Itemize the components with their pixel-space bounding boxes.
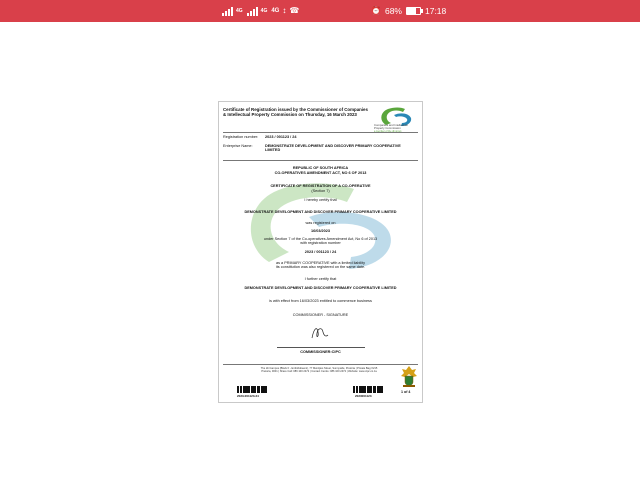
republic-heading: REPUBLIC OF SOUTH AFRICA <box>292 166 349 170</box>
registration-label: Registration number: <box>223 135 259 139</box>
footer-address <box>239 367 399 373</box>
sim2-label: 4G <box>260 7 268 14</box>
certificate-header-title: Certificate of Registration issued by the Commissioner of Companies & Intellectual Property Commission on Thursday, 16 March 2023 <box>223 107 368 118</box>
enterprise-label: Enterprise Name: <box>223 144 253 148</box>
section-note: (Section 7) <box>311 189 330 193</box>
barcode-right <box>353 386 384 393</box>
battery-icon <box>406 7 421 15</box>
certify-text: I hereby certify that <box>304 198 337 202</box>
whatsapp-icon: ☎ <box>289 6 300 15</box>
network-type: 4G <box>271 8 280 14</box>
registration-value: 2023 / 001123 / 24 <box>265 135 297 139</box>
footer-divider <box>223 364 418 365</box>
under-section-text: under Section 7 of the Co-operatives Amendment Act, No 6 of 2013 <box>263 237 378 241</box>
commissioner-signature-image <box>309 324 331 342</box>
barcode-left-label: 2023-001123-24 <box>237 394 259 398</box>
coat-of-arms-icon <box>399 364 419 388</box>
commissioner-signature-label: COMMISSIONER - SIGNATURE <box>292 313 349 317</box>
barcode-bar <box>266 386 267 393</box>
logo-caption-line1: Companies and Intellectual <box>374 123 408 127</box>
cooperative-name-2: DEMONSTRATE DEVELOPMENT AND DISCOVER PRIMARY COOPERATIVE LIMITED <box>244 286 397 290</box>
alarm-icon: ⏰ <box>371 6 381 15</box>
header-divider <box>223 132 418 133</box>
primary-coop-text: as a PRIMARY COOPERATIVE with a limited liability <box>275 261 366 265</box>
footer-line1: The dti Campus (Block F - Entfutfukweni), 77 Meintjies Street, Sunnyside, Pretoria | Private Bag X215 <box>260 367 378 370</box>
signal-icon <box>222 6 233 16</box>
registration-number: 2023 / 001123 / 24 <box>304 250 337 254</box>
with-registration-text: with registration number <box>300 241 341 245</box>
constitution-text: its constitution was also registered on the same date. <box>275 265 366 269</box>
sim1-label: 4G <box>236 7 243 14</box>
signature-line <box>277 347 365 348</box>
barcode-right-label: 2023001123 <box>355 394 372 398</box>
registered-on-text: was registered on <box>305 221 336 225</box>
registration-date: 16/03/2023 <box>310 229 330 233</box>
barcode-left <box>237 386 268 393</box>
effect-text: is with effect from 16/03/2023 entitled to commence business <box>269 299 372 303</box>
status-bar <box>0 0 640 22</box>
logo-caption-line2: Property Commission <box>374 126 401 131</box>
cooperative-name: DEMONSTRATE DEVELOPMENT AND DISCOVER PRIMARY COOPERATIVE LIMITED <box>244 210 397 214</box>
status-bar-left <box>222 4 299 18</box>
footer-line2: Pretoria, 0001 | Share Call: 086 100 2472 | Contact Centre: 086 100 2472 | Website: www.cipc.co.za <box>261 370 377 373</box>
barcode-bar <box>382 386 383 393</box>
commissioner-cipc-label: COMMISSIONER:CIPC <box>300 350 341 354</box>
battery-percent: 68% <box>384 6 402 16</box>
further-certify-text: I further certify that <box>304 277 337 281</box>
enterprise-value: DEMONSTRATE DEVELOPMENT AND DISCOVER PRIMARY COOPERATIVE LIMITED <box>265 144 401 153</box>
clock: 17:18 <box>424 6 447 16</box>
page-number: 1 of 4 <box>401 390 411 394</box>
body-divider <box>223 160 418 161</box>
battery-fill <box>407 8 416 14</box>
signal-icon <box>247 6 258 16</box>
act-heading: CO-OPERATIVES AMENDMENT ACT, NO 6 OF 2013 <box>274 171 367 175</box>
status-bar-right <box>371 5 446 17</box>
certificate-heading: CERTIFICATE OF REGISTRATION OF A CO-OPERATIVE <box>270 184 371 188</box>
certificate-page[interactable] <box>218 101 423 403</box>
volte-icon: ↕ <box>282 6 287 15</box>
logo-caption-line3: a member of the dti group <box>374 130 402 134</box>
